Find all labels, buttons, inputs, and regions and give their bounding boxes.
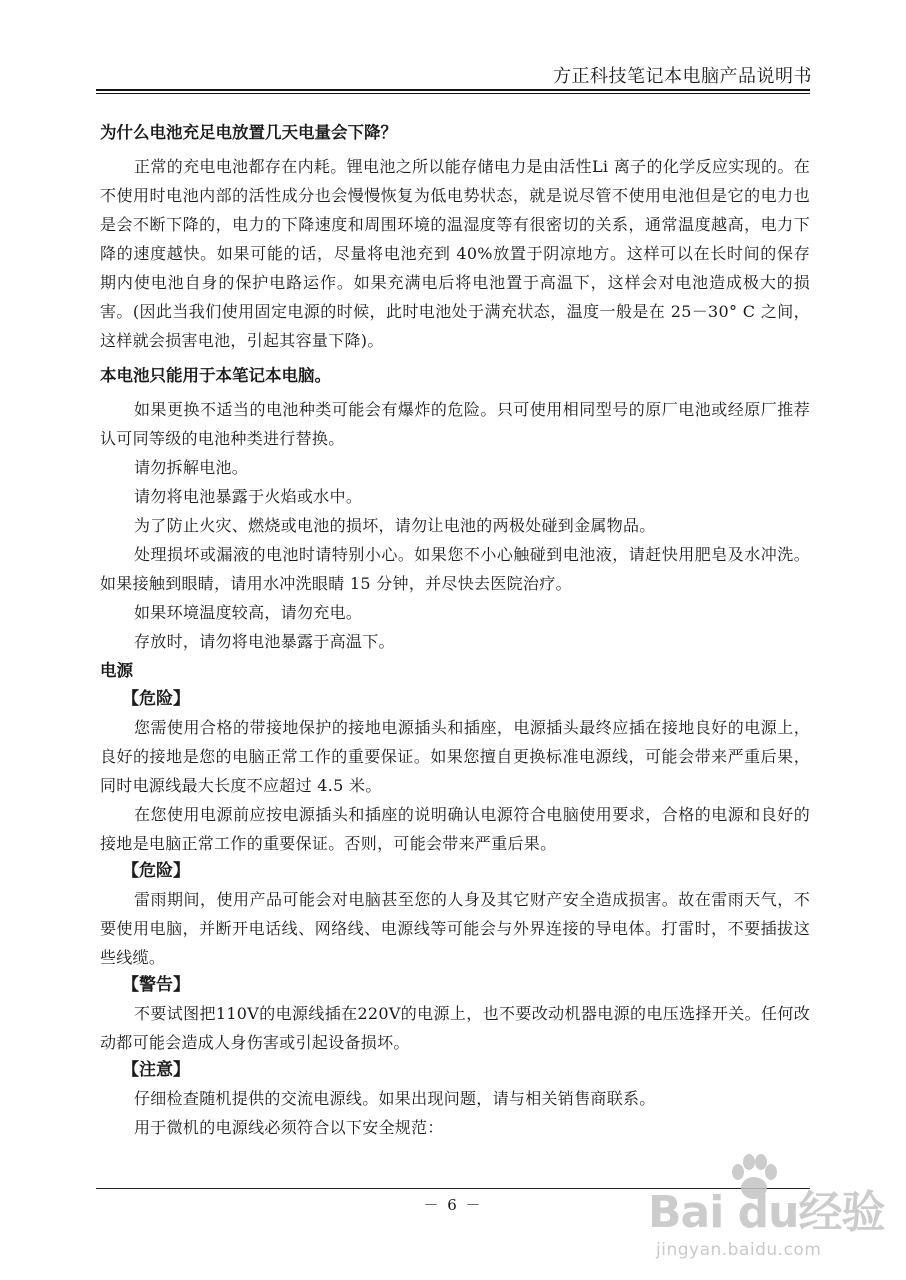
heading-battery-only: 本电池只能用于本笔记本电脑。 [100,366,331,385]
callout-notice: 【注意】 [122,1060,190,1080]
paragraph: 存放时，请勿将电池暴露于高温下。 [134,632,395,651]
paragraph: 如果环境温度较高，请勿充电。 [134,603,363,622]
paragraph: 处理损坏或漏液的电池时请特别小心。如果您不小心触碰到电池液，请赶快用肥皂及水冲洗。如果接触到眼睛，请用水冲洗眼睛 15 分钟，并尽快去医院治疗。 [100,545,810,593]
header-rule-thin [96,93,810,94]
callout-danger: 【危险】 [122,689,190,709]
paragraph: 雷雨期间，使用产品可能会对电脑甚至您的人身及其它财产安全造成损害。故在雷雨天气，不要使用电脑，并断开电话线、网络线、电源线等可能会与外界连接的导电体。打雷时，不要插拔这些线缆。 [100,890,810,967]
paragraph: 用于微机的电源线必须符合以下安全规范： [134,1118,444,1137]
paragraph: 仔细检查随机提供的交流电源线。如果出现问题，请与相关销售商联系。 [134,1089,656,1108]
paragraph: 在您使用电源前应按电源插头和插座的说明确认电源符合电脑使用要求，合格的电源和良好的接地是电脑正常工作的重要保证。否则，可能会带来严重后果。 [100,805,810,853]
callout-warning: 【警告】 [122,975,190,995]
callout-danger: 【危险】 [122,861,190,881]
paragraph: 请勿拆解电池。 [134,458,249,477]
paragraph: 您需使用合格的带接地保护的接地电源插头和插座，电源插头最终应插在接地良好的电源上，良好的接地是您的电脑正常工作的重要保证。如果您擅自更换标准电源线，可能会带来严重后果，同时电源线最大长度不应超过 4.5 米。 [100,718,810,795]
heading-battery-drop: 为什么电池充足电放置几天电量会下降？ [100,123,397,142]
paragraph: 为了防止火灾、燃烧或电池的损坏，请勿让电池的两极处碰到金属物品。 [134,516,656,535]
heading-power: 电源 [100,661,133,680]
document-body [100,118,810,1142]
paragraph: 正常的充电电池都存在内耗。锂电池之所以能存储电力是由活性Li 离子的化学反应实现的。在不使用时电池内部的活性成分也会慢慢恢复为低电势状态，就是说尽管不使用电池但是它的电力也是会不断下降的，电力的下降速度和周围环境的温湿度等有很密切的关系，通常温度越高，电力下降的速度越快。如果可能的话，尽量将电池充到 40%放置于阴凉地方。这样可以在长时间的保存期内使电池自身的保护电路运作。如果充满电后将电池置于高温下，这样会对电池造成极大的损害。(因此当我们使用固定电源的时候，此时电池处于满充状态，温度一般是在 25－30° C 之间，这样就会损害电池，引起其容量下降)。 [100,157,810,350]
page-number: － 6 － [423,1196,483,1214]
watermark-url: jingyan.baidu.com [656,1240,822,1260]
watermark-brand: Bai du经验 [648,1187,885,1238]
header-title: 方正科技笔记本电脑产品说明书 [553,66,812,87]
paragraph: 不要试图把110V的电源线插在220V的电源上，也不要改动机器电源的电压选择开关。任何改动都可能会造成人身伤害或引起设备损坏。 [100,1004,810,1052]
watermark [648,1150,888,1270]
header-rule [96,89,810,91]
paragraph: 请勿将电池暴露于火焰或水中。 [134,487,363,506]
paragraph: 如果更换不适当的电池种类可能会有爆炸的危险。只可使用相同型号的原厂电池或经原厂推荐认可同等级的电池种类进行替换。 [100,400,810,448]
